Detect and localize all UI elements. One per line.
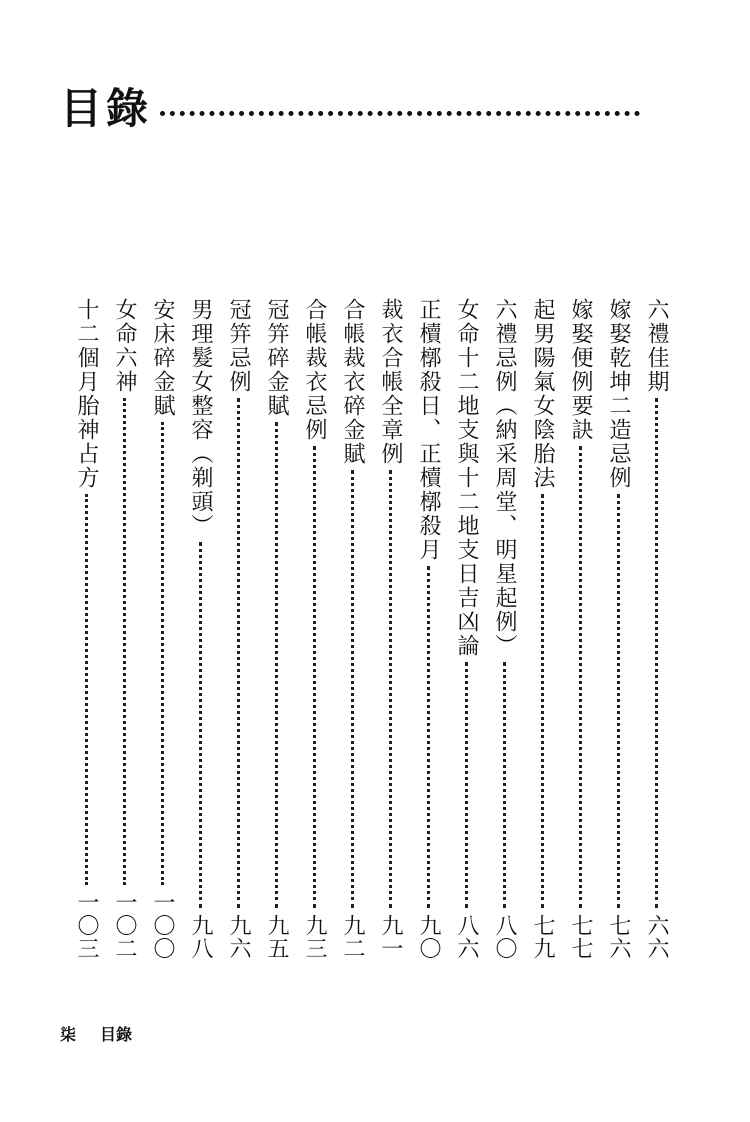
toc-entry-page: 六六	[644, 914, 669, 960]
toc-entry-title: 合帳裁衣忌例	[302, 298, 327, 442]
toc-entry-page: 一〇〇	[150, 891, 175, 960]
toc-entry-title: 安床碎金賦	[150, 298, 175, 418]
dot-leader	[389, 470, 392, 908]
toc-entry-page: 一〇三	[74, 891, 99, 960]
toc-entry[interactable]	[148, 298, 176, 960]
dot-leader	[503, 662, 506, 908]
toc-entry-page: 八〇	[492, 914, 517, 960]
dot-leader	[275, 422, 278, 908]
toc-entry-page: 九六	[226, 914, 251, 960]
table-of-contents	[72, 298, 670, 960]
toc-entry-page: 七七	[568, 914, 593, 960]
toc-entry-page: 九二	[340, 914, 365, 960]
toc-entry-title: 嫁娶乾坤二造忌例	[606, 298, 631, 490]
dot-leader	[85, 494, 88, 885]
toc-entry-title: 正櫝槨殺日、正櫝槨殺月	[416, 298, 441, 562]
toc-entry-page: 七九	[530, 914, 555, 960]
toc-entry-page: 一〇二	[112, 891, 137, 960]
toc-entry-page: 七六	[606, 914, 631, 960]
page-number: 柒	[60, 1025, 77, 1044]
dot-leader	[123, 398, 126, 885]
toc-entry[interactable]	[110, 298, 138, 960]
toc-entry-title: 冠笄忌例	[226, 298, 251, 394]
dot-leader	[655, 398, 658, 908]
toc-entry[interactable]	[490, 298, 518, 960]
toc-entry-title: 合帳裁衣碎金賦	[340, 298, 365, 466]
toc-entry-page: 九一	[378, 914, 403, 960]
dot-leader	[579, 446, 582, 908]
dot-leader	[161, 422, 164, 885]
toc-entry-title: 六禮忌例（納采周堂、明星起例）	[492, 298, 517, 658]
dot-leader	[541, 494, 544, 908]
toc-entry[interactable]	[186, 298, 214, 960]
toc-entry[interactable]	[566, 298, 594, 960]
toc-entry-title: 起男陽氣女陰胎法	[530, 298, 555, 490]
toc-entry-page: 八六	[454, 914, 479, 960]
title-dotted-rule	[160, 111, 640, 116]
toc-entry-title: 冠笄碎金賦	[264, 298, 289, 418]
running-section-title: 目錄	[100, 1025, 133, 1044]
toc-entry[interactable]	[642, 298, 670, 960]
dot-leader	[237, 398, 240, 908]
toc-entry-title: 十二個月胎神占方	[74, 298, 99, 490]
dot-leader	[313, 446, 316, 908]
toc-entry[interactable]	[338, 298, 366, 960]
toc-entry[interactable]	[262, 298, 290, 960]
toc-entry-page: 九五	[264, 914, 289, 960]
toc-entry-title: 嫁娶便例要訣	[568, 298, 593, 442]
dot-leader	[199, 542, 202, 908]
dot-leader	[351, 470, 354, 908]
toc-entry[interactable]	[528, 298, 556, 960]
dot-leader	[617, 494, 620, 908]
toc-entry-title: 六禮佳期	[644, 298, 669, 394]
page-title: 目錄	[60, 84, 153, 133]
toc-entry-page: 九八	[188, 914, 213, 960]
toc-entry-title: 男理髮女整容（剃頭）	[188, 298, 213, 538]
toc-entry-title: 女命六神	[112, 298, 137, 394]
dot-leader	[427, 566, 430, 908]
toc-entry-title: 女命十二地支與十二地支日吉凶論	[454, 298, 479, 658]
toc-entry[interactable]	[414, 298, 442, 960]
toc-entry[interactable]	[300, 298, 328, 960]
toc-entry-page: 九〇	[416, 914, 441, 960]
toc-entry-title: 裁衣合帳全章例	[378, 298, 403, 466]
toc-entry[interactable]	[376, 298, 404, 960]
toc-entry[interactable]	[604, 298, 632, 960]
page-footer	[60, 1022, 132, 1045]
toc-entry-page: 九三	[302, 914, 327, 960]
toc-entry[interactable]	[224, 298, 252, 960]
dot-leader	[465, 662, 468, 908]
toc-entry[interactable]	[452, 298, 480, 960]
toc-entry[interactable]	[72, 298, 100, 960]
